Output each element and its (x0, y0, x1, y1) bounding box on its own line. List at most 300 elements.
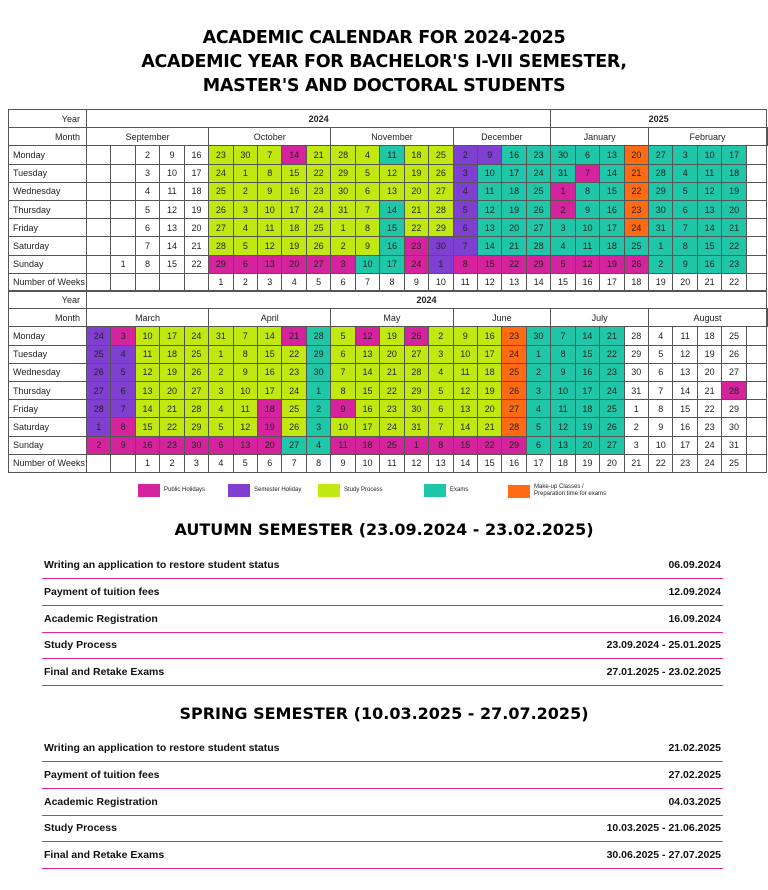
legend-text (164, 487, 205, 494)
date-cell: 13 (355, 345, 379, 363)
schedule-row (42, 735, 723, 762)
date-cell: 30 (404, 400, 428, 418)
date-cell: 10 (453, 345, 477, 363)
legend-text-line: Public Holidays (164, 487, 206, 493)
date-cell: 10 (575, 219, 599, 237)
date-cell: 17 (282, 200, 306, 218)
date-cell: 14 (160, 237, 184, 255)
date-cell: 1 (624, 400, 648, 418)
date-cell: 18 (502, 182, 526, 200)
date-cell: 16 (697, 255, 721, 273)
date-cell: 15 (160, 255, 184, 273)
date-cell: 9 (575, 200, 599, 218)
week-number-cell: 4 (282, 273, 306, 291)
date-cell: 2 (624, 418, 648, 436)
date-cell: 20 (380, 345, 404, 363)
schedule-row (42, 606, 723, 633)
day-label: Friday (9, 400, 87, 418)
date-cell (746, 345, 766, 363)
week-number-cell: 11 (453, 273, 477, 291)
date-cell: 2 (526, 363, 550, 381)
date-cell: 30 (429, 237, 453, 255)
month-cell: May (331, 309, 453, 327)
date-cell: 2 (551, 200, 575, 218)
legend-text-line: Semester Holiday (254, 487, 302, 493)
date-cell: 13 (233, 436, 257, 454)
date-cell: 13 (477, 219, 501, 237)
date-cell: 22 (600, 345, 624, 363)
date-cell: 23 (160, 436, 184, 454)
date-cell: 8 (673, 237, 697, 255)
schedule-row (42, 659, 723, 686)
date-cell: 4 (551, 237, 575, 255)
date-cell: 3 (624, 436, 648, 454)
date-cell: 12 (697, 182, 721, 200)
date-cell: 25 (600, 400, 624, 418)
date-cell: 18 (355, 436, 379, 454)
date-cell: 22 (477, 436, 501, 454)
week-number-cell: 17 (600, 273, 624, 291)
date-cell: 21 (380, 363, 404, 381)
title-line-3: MASTER'S AND DOCTORAL STUDENTS (202, 76, 566, 96)
date-cell: 22 (282, 345, 306, 363)
legend-text-line: Study Process (344, 487, 383, 493)
date-cell (746, 381, 766, 399)
date-cell: 21 (282, 327, 306, 345)
date-cell: 7 (111, 400, 135, 418)
date-cell: 19 (477, 381, 501, 399)
date-cell: 6 (135, 219, 159, 237)
week-number-cell (86, 273, 110, 291)
month-cell: March (86, 309, 208, 327)
date-cell: 7 (331, 363, 355, 381)
date-cell: 8 (551, 345, 575, 363)
week-number-cell: 19 (575, 454, 599, 472)
date-cell: 29 (306, 345, 330, 363)
date-cell: 16 (135, 436, 159, 454)
date-cell: 5 (526, 418, 550, 436)
date-cell: 9 (355, 237, 379, 255)
day-label: Saturday (9, 418, 87, 436)
date-cell: 28 (649, 164, 673, 182)
date-cell: 9 (233, 363, 257, 381)
date-cell: 17 (673, 436, 697, 454)
date-cell: 31 (209, 327, 233, 345)
date-cell (86, 146, 110, 164)
date-cell: 21 (160, 400, 184, 418)
date-cell: 19 (282, 237, 306, 255)
date-cell: 2 (135, 146, 159, 164)
date-cell: 24 (86, 327, 110, 345)
day-label: Tuesday (9, 164, 87, 182)
year-cell: 2024 (86, 291, 766, 309)
date-cell: 13 (258, 255, 282, 273)
date-cell (746, 436, 766, 454)
date-cell: 12 (380, 164, 404, 182)
date-cell: 21 (184, 237, 208, 255)
date-cell: 6 (453, 219, 477, 237)
week-number-cell (111, 273, 135, 291)
week-number-cell (160, 273, 184, 291)
date-cell: 10 (355, 255, 379, 273)
schedule-item-label: Final and Retake Exams (44, 666, 165, 679)
date-cell: 1 (306, 381, 330, 399)
date-cell: 4 (111, 345, 135, 363)
date-cell: 27 (429, 182, 453, 200)
date-cell: 21 (306, 146, 330, 164)
date-cell: 1 (404, 436, 428, 454)
date-cell: 7 (429, 418, 453, 436)
date-cell: 15 (575, 345, 599, 363)
date-cell: 26 (600, 418, 624, 436)
week-number-cell: 9 (404, 273, 428, 291)
date-cell: 28 (722, 381, 746, 399)
date-cell: 23 (526, 146, 550, 164)
date-cell: 18 (282, 219, 306, 237)
date-cell: 20 (160, 381, 184, 399)
month-cell: August (649, 309, 767, 327)
day-label: Saturday (9, 237, 87, 255)
week-number-cell: 2 (160, 454, 184, 472)
date-cell: 20 (258, 436, 282, 454)
date-cell: 3 (429, 345, 453, 363)
date-cell: 30 (722, 418, 746, 436)
date-cell: 5 (135, 200, 159, 218)
date-cell: 26 (209, 200, 233, 218)
date-cell: 27 (282, 436, 306, 454)
date-cell: 28 (502, 418, 526, 436)
date-cell: 6 (649, 363, 673, 381)
date-cell: 24 (697, 436, 721, 454)
date-cell: 12 (160, 200, 184, 218)
date-cell: 6 (355, 182, 379, 200)
date-cell: 9 (160, 146, 184, 164)
date-cell: 19 (722, 182, 746, 200)
date-cell: 24 (306, 200, 330, 218)
week-number-cell: 15 (551, 273, 575, 291)
date-cell: 6 (526, 436, 550, 454)
date-cell: 7 (233, 327, 257, 345)
date-cell: 9 (331, 400, 355, 418)
schedule-item-label: Writing an application to restore student status (44, 559, 280, 571)
date-cell: 25 (526, 182, 550, 200)
day-label: Monday (9, 327, 87, 345)
date-cell: 19 (258, 418, 282, 436)
date-cell: 20 (624, 146, 648, 164)
date-cell: 21 (600, 327, 624, 345)
date-cell: 25 (209, 182, 233, 200)
month-cell: September (86, 128, 208, 146)
legend-text-line: Preparation time for exams (534, 491, 607, 497)
date-cell: 15 (355, 381, 379, 399)
date-cell: 29 (404, 381, 428, 399)
week-number-cell: 9 (331, 454, 355, 472)
weeks-label: Number of Weeks (9, 454, 87, 472)
date-cell: 1 (649, 237, 673, 255)
schedule-row (42, 789, 723, 816)
date-cell: 31 (404, 418, 428, 436)
date-cell: 7 (575, 164, 599, 182)
schedule-item-label: Payment of tuition fees (44, 585, 160, 598)
schedule-item-label: Writing an application to restore student status (44, 742, 280, 754)
date-cell: 27 (404, 345, 428, 363)
autumn-semester-title: AUTUMN SEMESTER (23.09.2024 - 23.02.2025) (174, 520, 594, 539)
week-number-cell: 8 (306, 454, 330, 472)
date-cell: 22 (160, 418, 184, 436)
date-cell: 31 (624, 381, 648, 399)
month-cell: November (331, 128, 453, 146)
date-cell: 20 (575, 436, 599, 454)
month-cell: October (209, 128, 331, 146)
date-cell: 8 (453, 255, 477, 273)
date-cell: 4 (526, 400, 550, 418)
date-cell: 25 (184, 345, 208, 363)
date-cell: 22 (380, 381, 404, 399)
date-cell: 14 (477, 237, 501, 255)
date-cell: 13 (380, 182, 404, 200)
date-cell: 19 (575, 418, 599, 436)
date-cell (111, 237, 135, 255)
date-cell: 7 (135, 237, 159, 255)
date-cell: 15 (282, 164, 306, 182)
date-cell: 4 (233, 219, 257, 237)
date-cell: 18 (722, 164, 746, 182)
schedule-item-date: 16.09.2024 (668, 612, 721, 625)
month-label: Month (9, 128, 87, 146)
date-cell: 2 (306, 400, 330, 418)
week-number-cell: 22 (722, 273, 746, 291)
date-cell: 9 (673, 255, 697, 273)
date-cell: 28 (86, 400, 110, 418)
date-cell (746, 418, 766, 436)
date-cell: 28 (624, 327, 648, 345)
date-cell: 6 (331, 345, 355, 363)
day-label: Wednesday (9, 182, 87, 200)
date-cell (111, 200, 135, 218)
legend-swatch (508, 485, 530, 498)
date-cell: 9 (477, 146, 501, 164)
date-cell: 16 (477, 327, 501, 345)
date-cell: 24 (502, 345, 526, 363)
date-cell: 13 (160, 219, 184, 237)
date-cell: 24 (404, 255, 428, 273)
week-number-cell (184, 273, 208, 291)
date-cell: 23 (722, 255, 746, 273)
date-cell: 30 (526, 327, 550, 345)
date-cell: 2 (429, 327, 453, 345)
date-cell: 31 (649, 219, 673, 237)
date-cell: 10 (258, 200, 282, 218)
date-cell: 5 (429, 381, 453, 399)
date-cell: 17 (184, 164, 208, 182)
date-cell: 23 (380, 400, 404, 418)
date-cell: 14 (355, 363, 379, 381)
date-cell: 5 (673, 182, 697, 200)
date-cell: 7 (453, 237, 477, 255)
date-cell: 11 (135, 345, 159, 363)
date-cell: 24 (600, 381, 624, 399)
date-cell: 28 (184, 400, 208, 418)
date-cell: 27 (722, 363, 746, 381)
date-cell: 24 (209, 164, 233, 182)
legend-item (228, 484, 301, 497)
date-cell: 1 (551, 182, 575, 200)
date-cell: 11 (673, 327, 697, 345)
legend-text (254, 487, 301, 494)
date-cell: 20 (404, 182, 428, 200)
date-cell: 25 (282, 400, 306, 418)
schedule-item-date: 30.06.2025 - 27.07.2025 (606, 849, 721, 862)
month-cell: January (551, 128, 649, 146)
date-cell: 29 (502, 436, 526, 454)
date-cell: 18 (160, 345, 184, 363)
week-number-cell: 13 (502, 273, 526, 291)
legend-text-line: Exams (450, 487, 469, 493)
date-cell: 30 (331, 182, 355, 200)
date-cell: 3 (331, 255, 355, 273)
date-cell: 11 (551, 400, 575, 418)
schedule-row (42, 632, 723, 659)
date-cell: 7 (258, 146, 282, 164)
date-cell: 21 (624, 164, 648, 182)
date-cell: 3 (551, 219, 575, 237)
date-cell: 13 (135, 381, 159, 399)
date-cell: 26 (184, 363, 208, 381)
week-number-cell: 12 (477, 273, 501, 291)
date-cell: 25 (624, 237, 648, 255)
date-cell: 28 (331, 146, 355, 164)
date-cell: 18 (575, 400, 599, 418)
date-cell: 20 (184, 219, 208, 237)
date-cell: 30 (649, 200, 673, 218)
date-cell: 4 (135, 182, 159, 200)
date-cell: 1 (429, 255, 453, 273)
date-cell: 31 (551, 164, 575, 182)
legend-item (424, 484, 468, 497)
date-cell: 23 (282, 363, 306, 381)
date-cell: 10 (160, 164, 184, 182)
date-cell: 17 (477, 345, 501, 363)
date-cell: 23 (600, 363, 624, 381)
date-cell (746, 237, 766, 255)
week-number-cell: 16 (502, 454, 526, 472)
date-cell (746, 255, 766, 273)
date-cell: 17 (380, 255, 404, 273)
date-cell: 8 (429, 436, 453, 454)
week-number-cell: 4 (209, 454, 233, 472)
date-cell: 16 (502, 146, 526, 164)
date-cell: 3 (673, 146, 697, 164)
week-number-cell (746, 454, 766, 472)
date-cell: 5 (649, 345, 673, 363)
date-cell: 8 (331, 381, 355, 399)
schedule-item-label: Academic Registration (44, 795, 158, 808)
spring-semester-title: SPRING SEMESTER (10.03.2025 - 27.07.2025) (179, 704, 589, 723)
date-cell (86, 219, 110, 237)
date-cell: 12 (477, 200, 501, 218)
date-cell: 28 (526, 237, 550, 255)
date-cell: 20 (282, 255, 306, 273)
date-cell (746, 164, 766, 182)
date-cell: 13 (453, 400, 477, 418)
date-cell: 23 (697, 418, 721, 436)
date-cell: 20 (477, 400, 501, 418)
date-cell: 27 (306, 255, 330, 273)
date-cell: 23 (502, 327, 526, 345)
date-cell: 29 (624, 345, 648, 363)
date-cell: 22 (697, 400, 721, 418)
date-cell: 23 (404, 237, 428, 255)
title-line-1: ACADEMIC CALENDAR FOR 2024-2025 (202, 28, 566, 48)
date-cell: 16 (258, 363, 282, 381)
week-number-cell: 20 (673, 273, 697, 291)
weeks-label: Number of Weeks (9, 273, 87, 291)
week-number-cell: 1 (135, 454, 159, 472)
date-cell: 20 (502, 219, 526, 237)
year-label: Year (9, 291, 87, 309)
date-cell (86, 182, 110, 200)
date-cell: 2 (86, 436, 110, 454)
date-cell: 12 (551, 418, 575, 436)
schedule-item-label: Final and Retake Exams (44, 849, 165, 862)
month-cell: July (551, 309, 649, 327)
legend-item (508, 484, 606, 498)
week-number-cell: 16 (575, 273, 599, 291)
date-cell: 14 (575, 327, 599, 345)
date-cell: 6 (673, 200, 697, 218)
week-number-cell: 6 (331, 273, 355, 291)
week-number-cell: 11 (380, 454, 404, 472)
date-cell: 18 (258, 400, 282, 418)
date-cell: 14 (697, 219, 721, 237)
date-cell: 19 (160, 363, 184, 381)
date-cell: 2 (331, 237, 355, 255)
date-cell: 10 (697, 146, 721, 164)
date-cell: 26 (502, 381, 526, 399)
date-cell: 28 (306, 327, 330, 345)
week-number-cell (746, 273, 766, 291)
date-cell: 24 (184, 327, 208, 345)
date-cell: 22 (502, 255, 526, 273)
date-cell: 25 (306, 219, 330, 237)
date-cell: 2 (233, 182, 257, 200)
date-cell: 17 (575, 381, 599, 399)
date-cell: 19 (380, 327, 404, 345)
date-cell: 17 (355, 418, 379, 436)
schedule-item-date: 23.09.2024 - 25.01.2025 (606, 639, 721, 652)
date-cell: 11 (233, 400, 257, 418)
day-label: Sunday (9, 255, 87, 273)
date-cell: 3 (111, 327, 135, 345)
date-cell: 3 (233, 200, 257, 218)
date-cell: 5 (111, 363, 135, 381)
date-cell: 16 (380, 237, 404, 255)
date-cell: 10 (649, 436, 673, 454)
date-cell: 4 (209, 400, 233, 418)
date-cell: 21 (697, 381, 721, 399)
date-cell: 6 (233, 255, 257, 273)
date-cell: 29 (526, 255, 550, 273)
date-cell: 19 (404, 164, 428, 182)
date-cell: 18 (477, 363, 501, 381)
date-cell: 18 (697, 327, 721, 345)
date-cell (111, 164, 135, 182)
week-number-cell: 19 (649, 273, 673, 291)
date-cell: 16 (355, 400, 379, 418)
date-cell: 19 (502, 200, 526, 218)
schedule-row (42, 815, 723, 842)
date-cell: 25 (86, 345, 110, 363)
